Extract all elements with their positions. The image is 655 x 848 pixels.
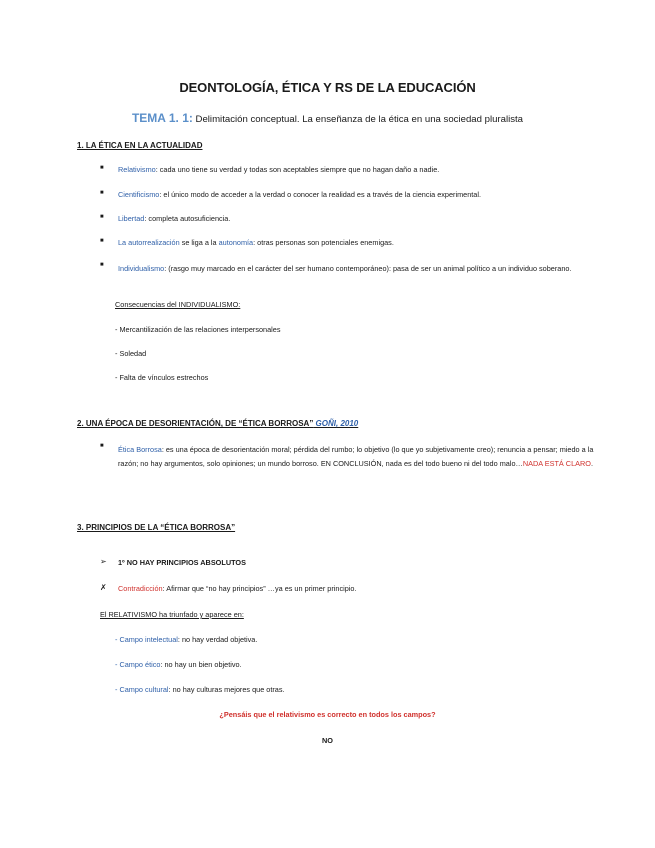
term: Individualismo [118,264,165,273]
tema-text: Delimitación conceptual. La enseñanza de la ética en una sociedad pluralista [192,114,524,125]
cross-icon: ✗ [100,583,107,592]
bullet-icon: ■ [100,214,104,220]
section-2-heading [77,419,358,428]
definition: : otras personas son potenciales enemigas. [253,238,394,247]
list-item [115,685,285,694]
term: Campo intelectual [119,635,178,644]
bullet-icon: ■ [100,238,104,244]
definition: : completa autosuficiencia. [144,214,231,223]
term: autonomía [218,238,254,247]
answer-text: NO [322,736,333,745]
connector-text: se liga a la [179,238,219,247]
relativismo-heading: El RELATIVISMO ha triunfado y aparece en: [100,610,244,619]
highlight-text: NADA ESTÁ CLARO [522,459,591,468]
list-dash: - [115,685,120,694]
tema-label: TEMA 1. 1: [131,111,193,125]
principle-text: 1º NO HAY PRINCIPIOS ABSOLUTOS [118,558,246,567]
bullet-icon: ■ [100,443,104,449]
author-citation: GOÑI, 2010 [313,419,359,428]
list-item [115,660,242,669]
term: Campo ético [119,660,161,669]
term: Ética Borrosa [118,445,162,454]
definition: : Afirmar que “no hay principios” …ya es un primer principio. [162,584,357,593]
term: Relativismo [118,165,156,174]
section-3-heading: 3. PRINCIPIOS DE LA “ÉTICA BORROSA” [77,523,236,532]
list-item: - Soledad [115,349,147,358]
term: La autorrealización [118,238,180,247]
list-dash: - [115,660,120,669]
list-dash: - [115,635,120,644]
definition: : es una época de desorientación moral; pérdida del rumbo; lo objetivo (lo que yo subjetivamente creo); renuncia a pensar; miedo a la razón; no hay argumentos, solo opiniones; un mundo borroso. EN CONCLUSIÓN, nada es del todo bueno ni del todo malo… [118,445,594,468]
definition: : no hay verdad objetiva. [177,635,258,644]
bullet-icon: ■ [100,165,104,171]
term: Contradicción [118,584,163,593]
bullet-icon: ■ [100,190,104,196]
definition: : el único modo de acceder a la verdad o conocer la realidad es a través de la ciencia experimental. [159,190,482,199]
list-item: - Mercantilización de las relaciones interpersonales [115,325,281,334]
definition: : no hay un bien objetivo. [160,660,242,669]
list-item: - Falta de vínculos estrechos [115,373,209,382]
term: Campo cultural [119,685,169,694]
arrow-icon: ➢ [100,557,107,566]
definition: : cada uno tiene su verdad y todas son aceptables siempre que no hagan daño a nadie. [155,165,440,174]
section-2-title: 2. UNA ÉPOCA DE DESORIENTACIÓN, DE “ÉTICA BORROSA” [77,419,314,428]
topic-subtitle [0,111,655,125]
bullet-icon: ■ [100,262,104,268]
term: Libertad [118,214,145,223]
question-text: ¿Pensáis que el relativismo es correcto en todos los campos? [219,710,436,719]
section-1-heading: 1. LA ÉTICA EN LA ACTUALIDAD [77,141,203,150]
list-item [115,635,257,644]
definition: : (rasgo muy marcado en el carácter del ser humano contemporáneo): pasa de ser un animal político a un individuo soberano. [164,264,572,273]
consequences-heading: Consecuencias del INDIVIDUALISMO: [115,300,241,309]
definition: : no hay culturas mejores que otras. [168,685,285,694]
term: Cientificismo [118,190,160,199]
document-title: DEONTOLOGÍA, ÉTICA Y RS DE LA EDUCACIÓN [179,80,476,95]
punctuation: . [590,459,593,468]
